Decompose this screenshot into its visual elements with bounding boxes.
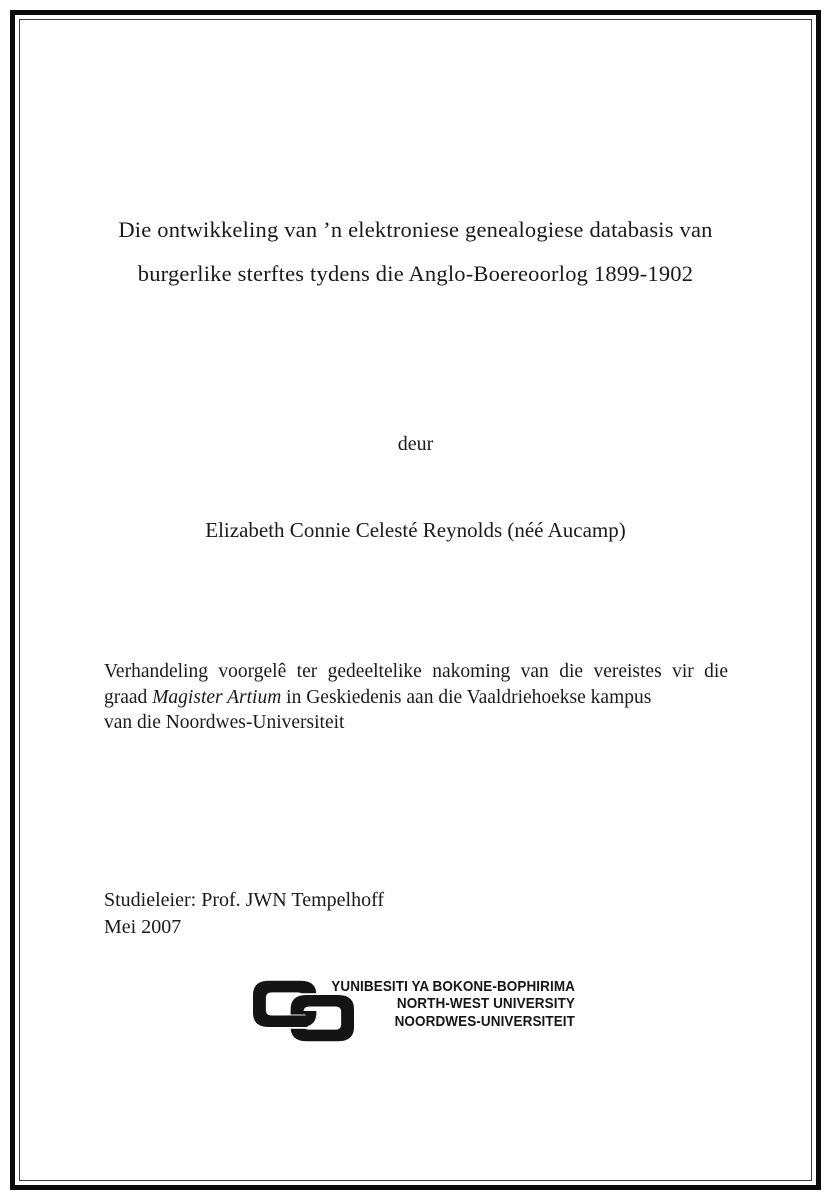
degree-name-italic: Magister Artium <box>152 686 282 708</box>
author-name: Elizabeth Connie Celesté Reynolds (néé Aucamp) <box>205 518 626 542</box>
statement-line-1: Verhandeling voorgelê ter gedeeltelike nakoming van die vereistes vir die <box>104 661 728 682</box>
date-line: Mei 2007 <box>104 915 182 938</box>
submission-statement <box>104 659 728 736</box>
statement-line-3: van die Noordwes-Universiteit <box>104 712 345 733</box>
thesis-title-line-2: burgerlike sterftes tydens die Anglo-Boereoorlog 1899-1902 <box>137 261 694 286</box>
thesis-title <box>60 208 771 296</box>
statement-line-2 <box>104 685 728 711</box>
supervisor-and-date <box>104 887 384 940</box>
logo-text-english: NORTH-WEST UNIVERSITY <box>396 995 575 1013</box>
byline: deur <box>397 433 434 455</box>
statement-degree-prefix: graad <box>104 686 153 708</box>
logo-text-afrikaans: NOORDWES-UNIVERSITEIT <box>394 1012 575 1030</box>
thesis-title-line-1: Die ontwikkeling van ’n elektroniese genealogiese databasis van <box>118 217 713 242</box>
university-logo-text <box>318 978 575 1030</box>
supervisor-line: Studieleier: Prof. JWN Tempelhoff <box>104 889 385 911</box>
logo-text-setswana: YUNIBESITI YA BOKONE-BOPHIRIMA <box>331 978 575 995</box>
statement-degree-suffix: in Geskiedenis aan die Vaaldriehoekse kampus <box>281 686 652 708</box>
